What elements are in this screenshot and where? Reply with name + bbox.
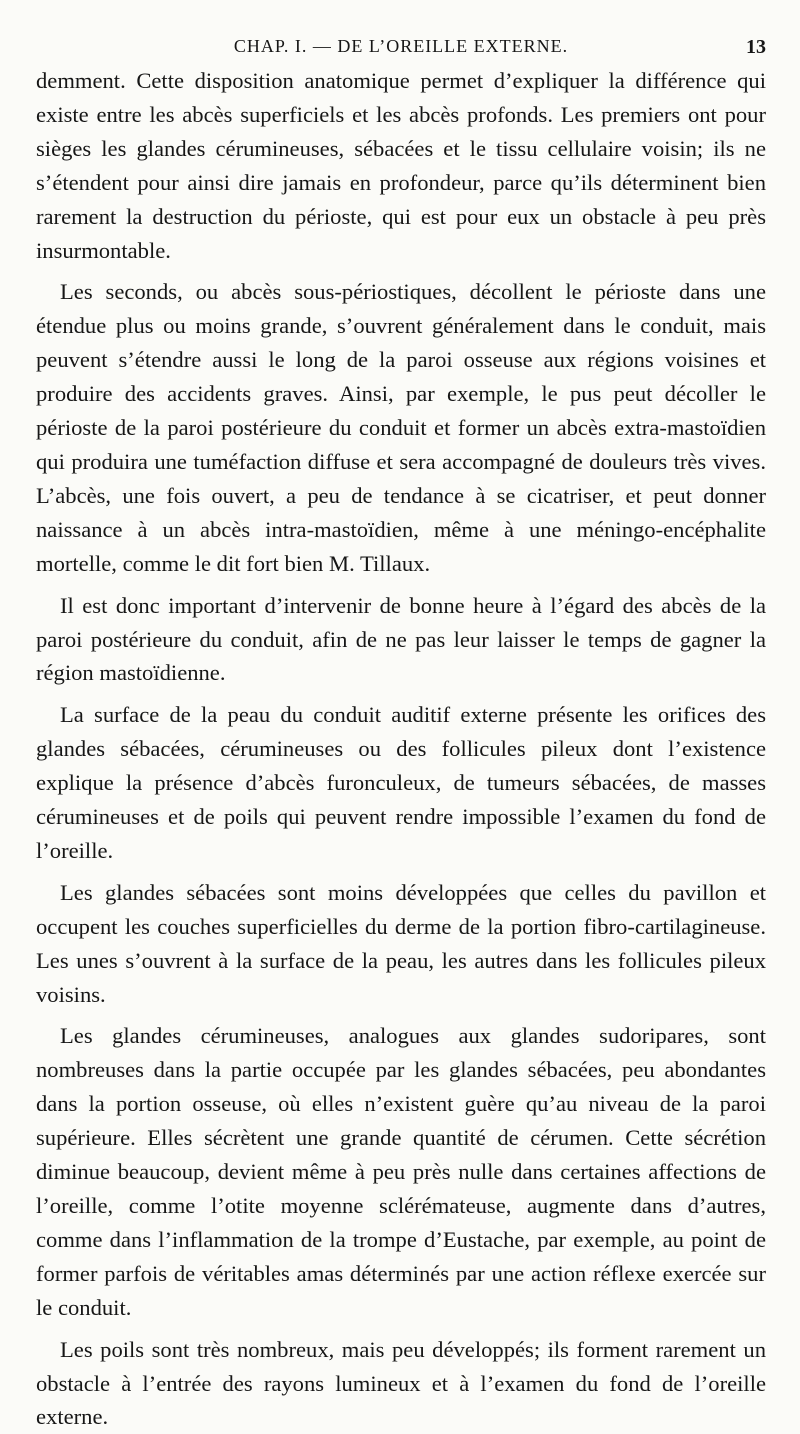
page-header (36, 28, 766, 64)
paragraph: Les poils sont très nombreux, mais peu développés; ils forment rarement un obstacle à l’entrée des rayons lumineux et à l’examen du fond de l’oreille externe. (36, 1336, 766, 1430)
running-title: CHAP. I. — DE L’OREILLE EXTERNE. (233, 36, 569, 56)
paragraph: Il est donc important d’intervenir de bonne heure à l’égard des abcès de la paroi postérieure du conduit, afin de ne pas leur laisser le temps de gagner la région mastoïdienne. (36, 592, 766, 686)
paragraph: La surface de la peau du conduit auditif externe présente les orifices des glandes sébacées, cérumineuses ou des follicules pileux dont l’existence explique la présence d’abcès furonculeux, de tumeurs sébacées, de masses cérumineuses et de poils qui peuvent rendre impossible l’examen du fond de l’oreille. (36, 702, 766, 863)
paragraph: Les glandes cérumineuses, analogues aux glandes sudoripares, sont nombreuses dans la partie occupée par les glandes sébacées, peu abondantes dans la portion osseuse, où elles n’existent guère qu’au niveau de la paroi supérieure. Elles sécrètent une grande quantité de cérumen. Cette sécrétion diminue beaucoup, devient même à peu près nulle dans certaines affections de l’oreille, comme l’otite moyenne sclérémateuse, augmente dans d’autres, comme dans l’inflammation de la trompe d’Eustache, par exemple, au point de former parfois de véritables amas déterminés par une action réflexe exercée sur le conduit. (36, 1023, 766, 1320)
paragraph: Les glandes sébacées sont moins développées que celles du pavillon et occupent les couches superficielles du derme de la portion fibro-cartilagineuse. Les unes s’ouvrent à la surface de la peau, les autres dans les follicules pileux voisins. (36, 879, 766, 1007)
paragraph: demment. Cette disposition anatomique permet d’expliquer la différence qui existe entre les abcès superficiels et les abcès profonds. Les premiers ont pour sièges les glandes cérumineuses, sébacées et le tissu cellulaire voisin; ils ne s’étendent pour ainsi dire jamais en profondeur, parce qu’ils déterminent bien rarement la destruction du périoste, qui est pour eux un obstacle à peu près insurmontable. (36, 68, 766, 263)
paragraph: Les seconds, ou abcès sous-périostiques, décollent le périoste dans une étendue plus ou moins grande, s’ouvrent généralement dans le conduit, mais peuvent s’étendre aussi le long de la paroi osseuse aux régions voisines et produire des accidents graves. Ainsi, par exemple, le pus peut décoller le périoste de la paroi postérieure du conduit et former un abcès extra-mastoïdien qui produira une tuméfaction diffuse et sera accompagné de douleurs très vives. L’abcès, une fois ouvert, a peu de tendance à se cicatriser, et peut donner naissance à un abcès intra-mastoïdien, même à une méningo-encéphalite mortelle, comme le dit fort bien M. Tillaux. (36, 279, 766, 576)
page-body (36, 64, 766, 1434)
page-number: 13 (746, 36, 766, 58)
